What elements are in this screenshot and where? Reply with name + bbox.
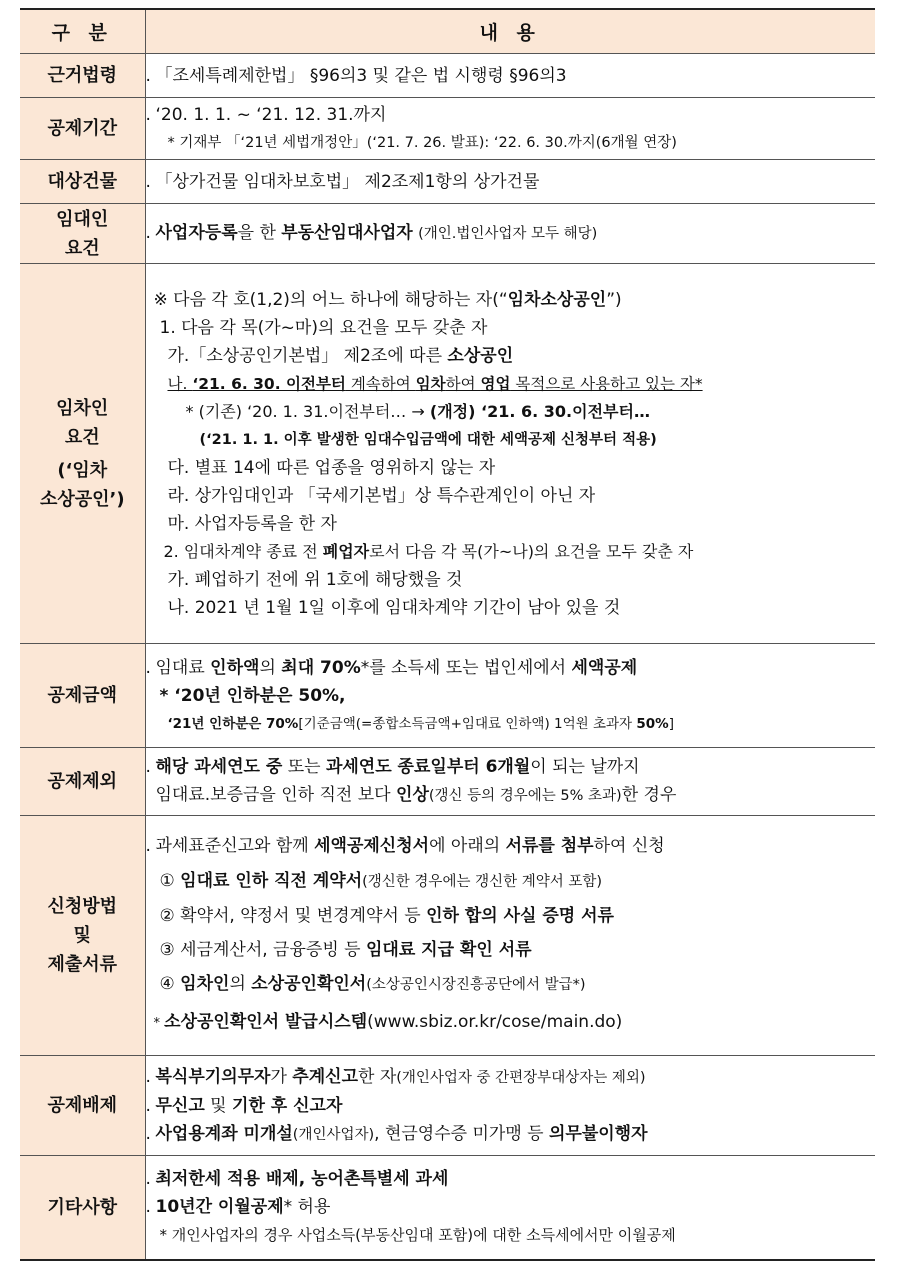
row-content: . 사업자등록을 한 부동산임대사업자 (개인.법인사업자 모두 해당) <box>145 204 875 264</box>
row-deduction-period <box>20 98 875 160</box>
row-landlord-requirement <box>20 204 875 264</box>
row-content: . ‘20. 1. 1. ~ ‘21. 12. 31.까지 * 기재부 「‘21년 세법개정안」(‘21. 7. 26. 발표): ‘22. 6. 30.까지(6개월 연장) <box>145 98 875 160</box>
row-label: 공제금액 <box>20 644 145 748</box>
row-content: . 과세표준신고와 함께 세액공제신청서에 아래의 서류를 첨부하여 신청 ① 임대료 인하 직전 계약서(갱신한 경우에는 갱신한 계약서 포함) ② 확약서, 약정서 및 변경계약서 등 인하 합의 사실 증명 서류 ③ 세금계산서, 금융증빙 등 임대료 지급 확인 서류 ④ 임차인의 소상공인확인서(소상공인시장진흥공단에서 발급*) * 소상공인확인서 발급시스템(www.sbiz.or.kr/cose/main.do) <box>145 816 875 1056</box>
row-target-building <box>20 160 875 204</box>
row-label: 공제제외 <box>20 748 145 816</box>
row-label: 대상건물 <box>20 160 145 204</box>
row-label: 공제배제 <box>20 1056 145 1156</box>
row-content: . 「조세특례제한법」 §96의3 및 같은 법 시행령 §96의3 <box>145 54 875 98</box>
row-legal-basis <box>20 54 875 98</box>
row-content: . 「상가건물 임대차보호법」 제2조제1항의 상가건물 <box>145 160 875 204</box>
header-content: 내 용 <box>145 9 875 54</box>
row-label: 기타사항 <box>20 1156 145 1260</box>
row-label: 공제기간 <box>20 98 145 160</box>
tax-credit-summary-table <box>20 8 875 1261</box>
row-tenant-requirement <box>20 264 875 644</box>
row-label: 신청방법 및 제출서류 <box>20 816 145 1056</box>
row-label: 근거법령 <box>20 54 145 98</box>
row-deduction-exclusion <box>20 748 875 816</box>
row-label: 임대인 요건 <box>20 204 145 264</box>
row-content: ※ 다음 각 호(1,2)의 어느 하나에 해당하는 자(“임차소상공인”) 1. 다음 각 목(가~마)의 요건을 모두 갖춘 자 가.「소상공인기본법」 제2조에 따른 소상공인 나. ‘21. 6. 30. 이전부터 계속하여 임차하여 영업 목적으로 사용하고 있는 자* * (기존) ‘20. 1. 31.이전부터… → (개정) ‘21. 6. 30.이전부터… (‘21. 1. 1. 이후 발생한 임대수입금액에 대한 세액공제 신청부터 적용) 다. 별표 14에 따른 업종을 영위하지 않는 자 라. 상가임대인과 「국세기본법」상 특수관계인이 아닌 자 마. 사업자등록을 한 자 2. 임대차계약 종료 전 폐업자로서 다음 각 목(가~나)의 요건을 모두 갖춘 자 가. 폐업하기 전에 위 1호에 해당했을 것 나. 2021 년 1월 1일 이후에 임대차계약 기간이 남아 있을 것 <box>145 264 875 644</box>
header-row <box>20 9 875 54</box>
row-content: . 복식부기의무자가 추계신고한 자(개인사업자 중 간편장부대상자는 제외) . 무신고 및 기한 후 신고자 . 사업용계좌 미개설(개인사업자), 현금영수증 미가맹 등 의무불이행자 <box>145 1056 875 1156</box>
row-label: 임차인 요건 (‘임차 소상공인’) <box>20 264 145 644</box>
row-content: . 최저한세 적용 배제, 농어촌특별세 과세 . 10년간 이월공제* 허용 * 개인사업자의 경우 사업소득(부동산임대 포함)에 대한 소득세에서만 이월공제 <box>145 1156 875 1260</box>
row-deduction-amount <box>20 644 875 748</box>
row-content: . 해당 과세연도 중 또는 과세연도 종료일부터 6개월이 되는 날까지 임대료.보증금을 인하 직전 보다 인상(갱신 등의 경우에는 5% 초과)한 경우 <box>145 748 875 816</box>
row-miscellaneous <box>20 1156 875 1260</box>
row-deduction-denial <box>20 1056 875 1156</box>
row-content: . 임대료 인하액의 최대 70%*를 소득세 또는 법인세에서 세액공제 * ‘20년 인하분은 50%, ‘21년 인하분은 70%[기준금액(=종합소득금액+임대료 인하액) 1억원 초과자 50%] <box>145 644 875 748</box>
row-application-method <box>20 816 875 1056</box>
header-category: 구 분 <box>20 9 145 54</box>
